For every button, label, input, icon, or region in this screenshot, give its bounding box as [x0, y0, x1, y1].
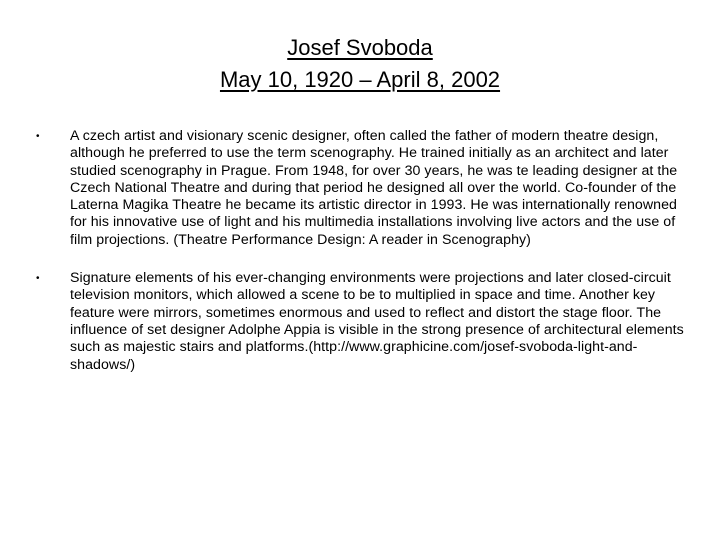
title-name: Josef Svoboda: [287, 35, 433, 60]
bullet-item: [36, 270, 686, 374]
bullet-text: A czech artist and visionary scenic designer, often called the father of modern theatre design, although he preferred to use the term scenography. He trained initially as an architect and later studied scenography in Prague. From 1948, for over 30 years, he was te leading designer at the Czech National Theatre and during that period he designed all over the world. Co-founder of the Laterna Magika Theatre he became its artistic director in 1993. He was internationally renowned for his innovative use of light and his multimedia installations involving live actors and the use of film projections. (Theatre Performance Design: A reader in Scenography): [70, 128, 678, 248]
bullet-text: Signature elements of his ever-changing environments were projections and later closed-circuit television monitors, which allowed a scene to be to multiplied in space and time. Another key feature were mirrors, sometimes enormous and used to reflect and distort the stage floor. The influence of set designer Adolphe Appia is visible in the strong presence of architectural elements such as majestic stairs and platforms.(http://www.graphicine.com/josef-svoboda-light-and-shadows/): [70, 270, 684, 373]
title-dates: May 10, 1920 – April 8, 2002: [219, 67, 501, 92]
bullet-icon: •: [36, 131, 40, 142]
bullet-item: [36, 128, 686, 249]
slide-title: [60, 32, 660, 96]
bullet-list: [36, 128, 686, 374]
bullet-icon: •: [36, 273, 40, 285]
